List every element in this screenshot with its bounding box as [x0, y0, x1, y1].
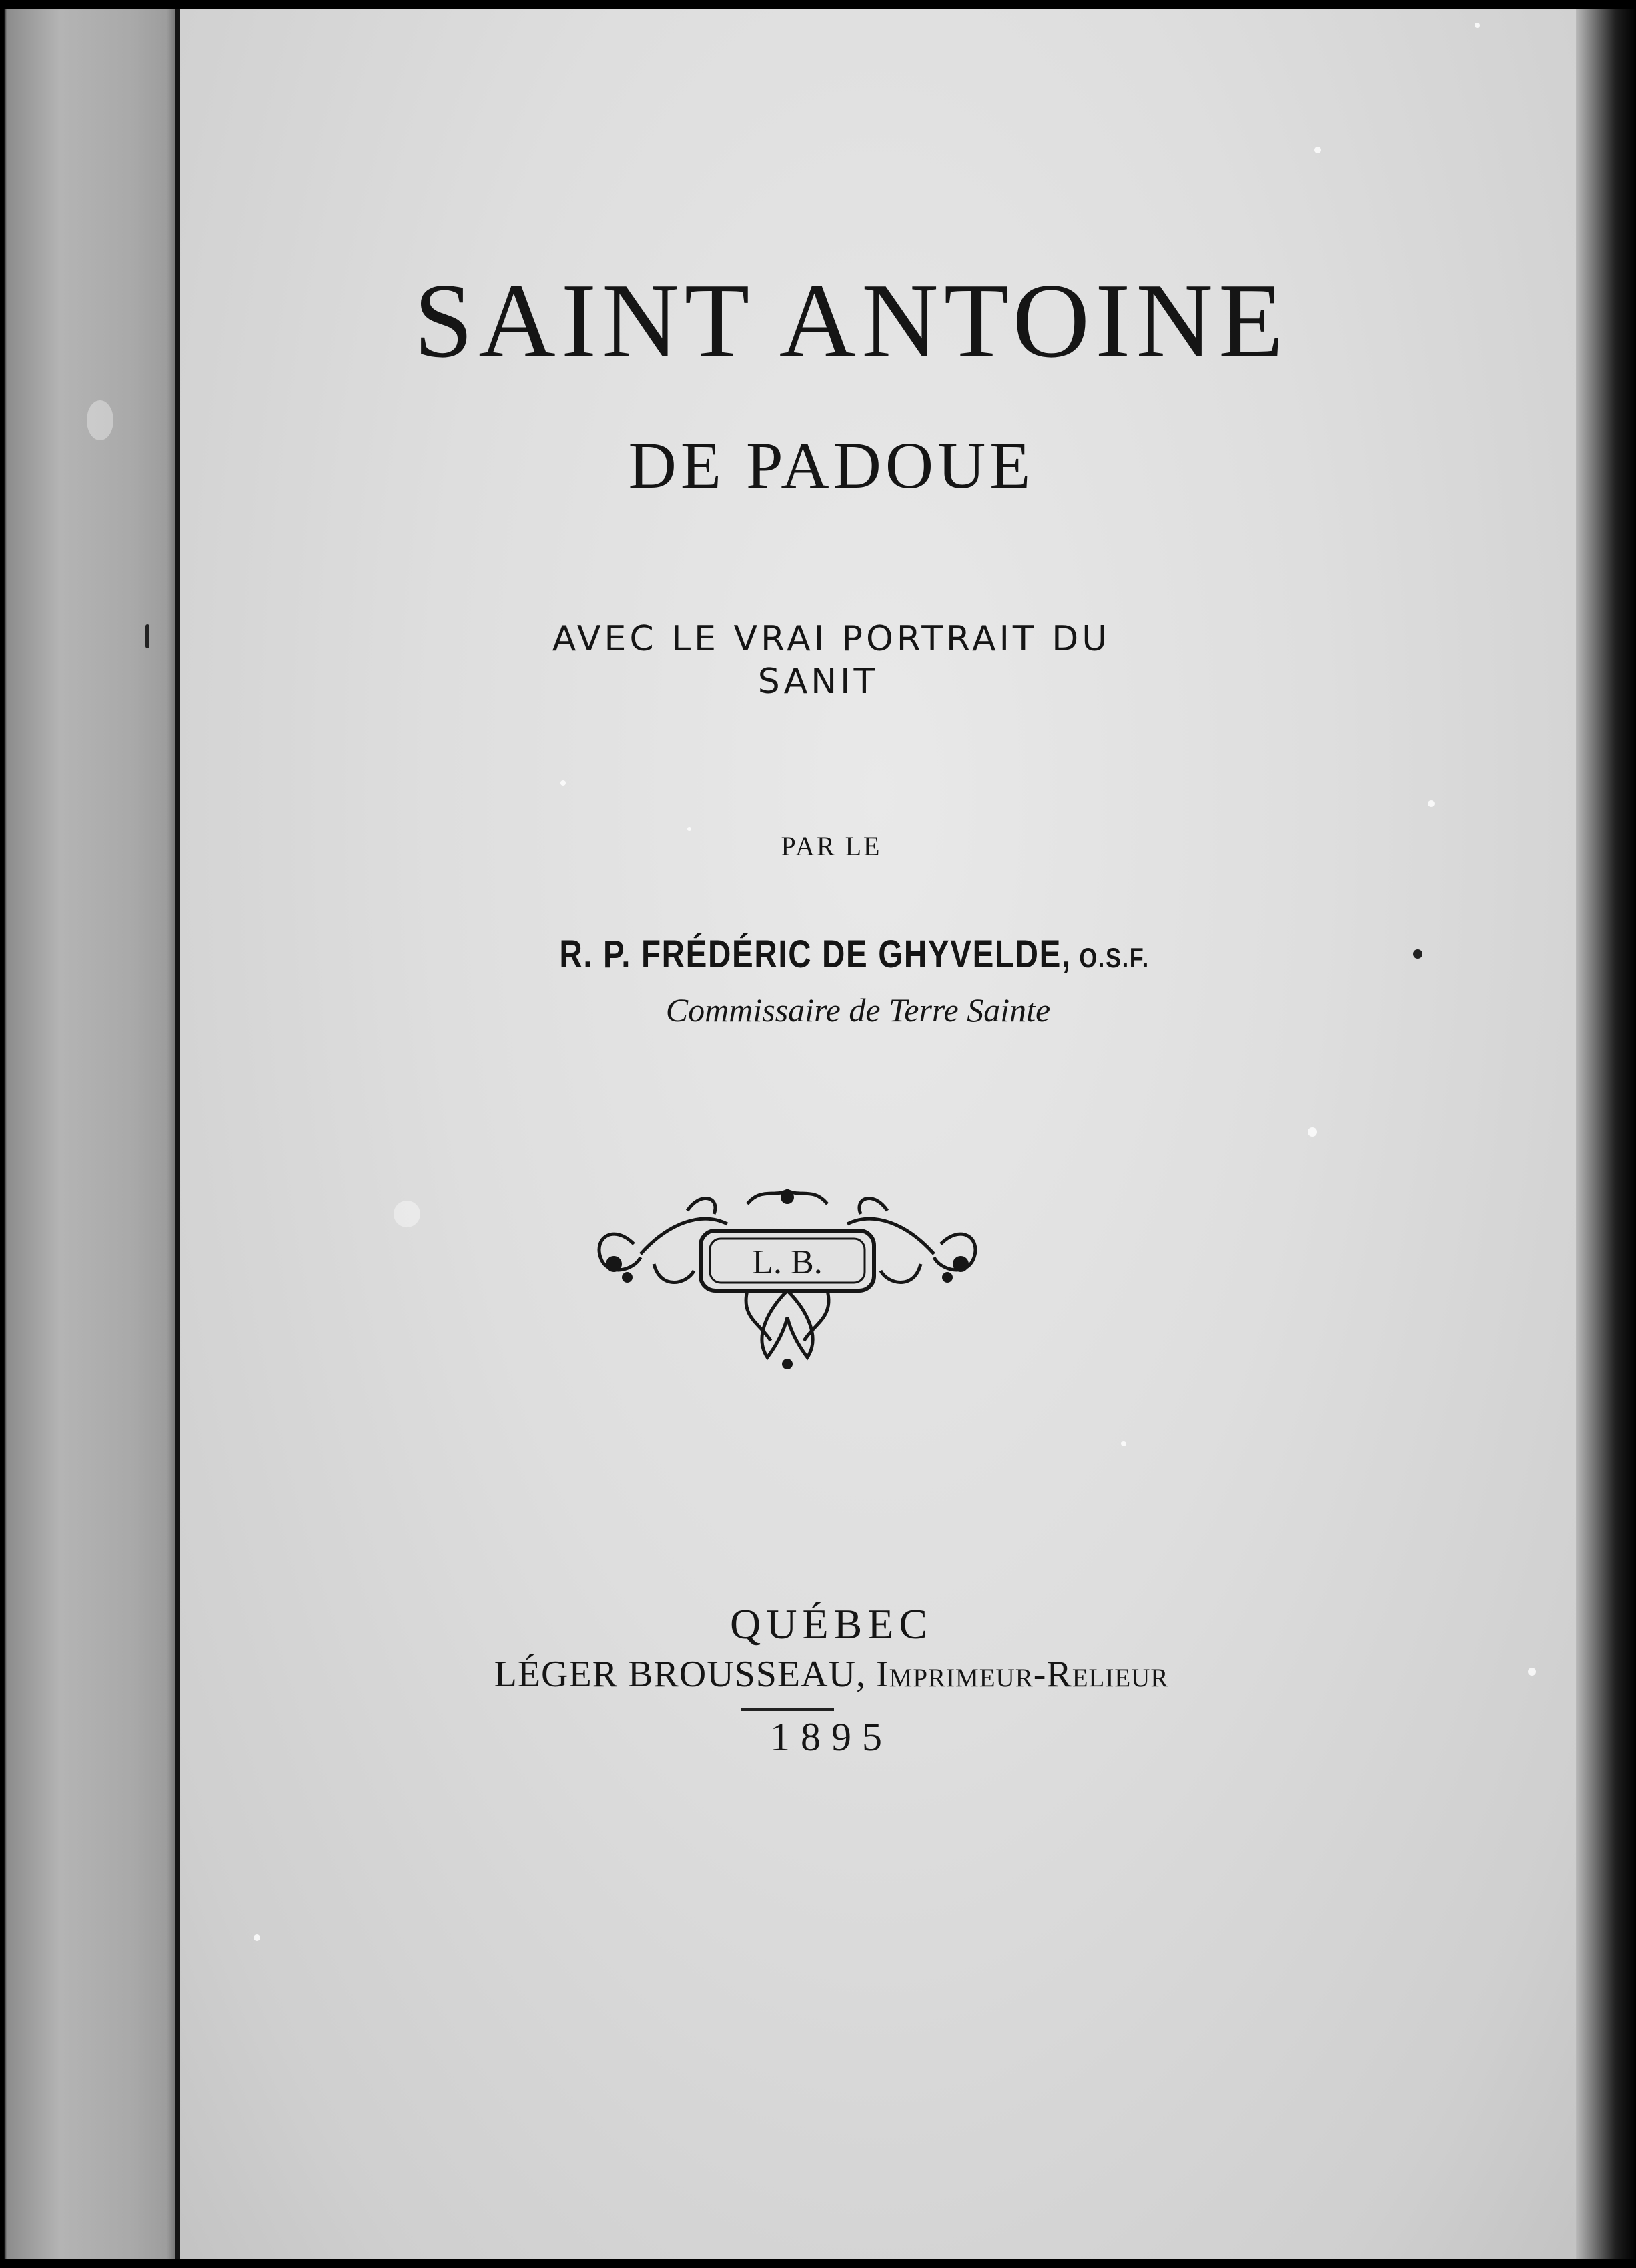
printer-name: LÉGER BROUSSEAU, — [494, 1654, 867, 1695]
book-title: SAINT ANTOINE — [414, 261, 1289, 380]
imprint-year: 1895 — [770, 1715, 893, 1759]
bottom-border — [0, 2259, 1636, 2268]
printer-role: Imprimeur-Relieur — [876, 1654, 1169, 1695]
printer-mark-text: L. B. — [752, 1243, 823, 1281]
subheading-line-1: AVEC LE VRAI PORTRAIT DU — [552, 619, 1111, 659]
subheading-line-2: SANIT — [757, 662, 879, 702]
par-le: PAR LE — [781, 831, 882, 861]
author-role: Commissaire de Terre Sainte — [665, 991, 1051, 1029]
imprint-printer — [0, 1653, 1636, 1696]
top-border — [0, 0, 1636, 9]
printer-vignette — [587, 1184, 987, 1371]
author-order: O.S.F. — [1079, 942, 1150, 973]
book-subtitle: DE PADOUE — [628, 428, 1035, 502]
author-line — [151, 932, 1525, 977]
imprint-place: QUÉBEC — [730, 1600, 933, 1648]
imprint-rule — [741, 1708, 834, 1711]
author-name: R. P. FRÉDÉRIC DE GHYVELDE, — [559, 933, 1072, 976]
